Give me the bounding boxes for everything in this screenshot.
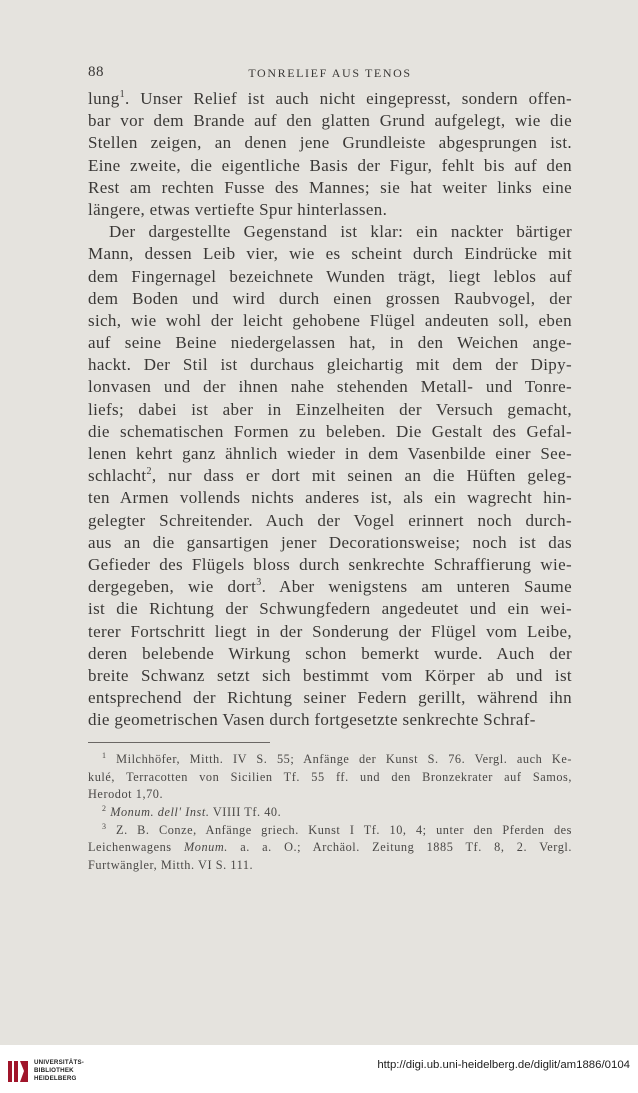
body-line: entsprechend der Richtung seiner Federn gerillt, während ihn [88,688,572,708]
source-url-link[interactable]: http://digi.ub.uni-heidelberg.de/diglit/am1886/0104 [377,1059,630,1071]
footnote-line: Leichenwagens Monum. a. a. O.; Archäol. Zeitung 1885 Tf. 8, 2. Vergl. [88,840,572,855]
body-line: gelegter Schreitender. Auch der Vogel erinnert noch durch- [88,510,572,530]
footnote-reference: 3 [256,577,262,589]
body-line: schlacht$^2$, nur dass er dort mit seinen an die Hüften geleg- [88,466,572,486]
page-number: 88 [88,64,104,80]
footnotes [88,751,572,875]
body-line: lonvasen und der ihnen nahe stehenden Metall- und Tonre- [88,377,572,397]
footnote-line: $^3$ Z. B. Conze, Anfänge griech. Kunst I Tf. 10, 4; unter den Pferden des [102,821,572,837]
body-line: Stellen zeigen, an denen jene Grundleiste abgesprungen ist. [88,133,572,153]
body-line: lung$^1$. Unser Relief ist auch nicht eingepresst, sondern offen- [88,89,572,108]
footnote-line: Furtwängler, Mitth. VI S. 111. [88,858,254,873]
university-library-logo-icon [7,1059,29,1084]
body-line: dem Boden und wird durch einen grossen Raubvogel, der [88,288,572,308]
library-name [34,1059,94,1082]
footnote-reference: 2 [146,466,152,478]
body-line: liefs; dabei ist aber in Einzelheiten der Versuch gemacht, [88,399,572,419]
body-line: terer Fortschritt liegt in der Sonderung der Flügel vom Leibe, [88,621,572,641]
footnote-reference: 1 [119,89,125,100]
body-line: längere, etwas vertiefte Spur hinterlassen. [88,199,388,219]
footnote-marker: 3 [102,821,107,831]
body-line: Mann, dessen Leib vier, wie es scheint durch Eindrücke mit [88,244,572,264]
body-line: dergegeben, wie dort$^3$. Aber wenigstens am unteren Saume [88,577,572,597]
body-line: die schematischen Formen zu beleben. Die Gestalt des Gefal- [88,421,572,441]
body-line: Rest am rechten Fusse des Mannes; sie hat weiter links eine [88,177,572,197]
body-line: Eine zweite, die eigentliche Basis der Figur, fehlt bis auf den [88,155,572,175]
body-line: Gefieder des Flügels bloss durch senkrechte Schraffierung wie- [88,554,572,574]
footnote-line: $^1$ Milchhöfer, Mitth. IV S. 55; Anfänge der Kunst S. 76. Vergl. auch Ke- [102,751,572,766]
footnote-marker: 1 [102,751,107,760]
body-line: breite Schwanz setzt sich bestimmt vom Körper ab und ist [88,665,572,685]
body-line: sich, wie wohl der leicht gehobene Flügel andeuten soll, eben [88,310,572,330]
footnote-marker: 2 [102,804,107,814]
library-name-line: BIBLIOTHEK [34,1066,74,1074]
body-line: bar vor dem Brande auf den glatten Grund aufgelegt, wie die [88,111,572,131]
library-name-line: UNIVERSITÄTS- [34,1059,85,1066]
footnote-line: $^2$ Monum. dell' Inst. VIIII Tf. 40. [102,804,282,820]
body-line: auf seine Beine niedergelassen hat, in den Weichen ange- [88,333,572,353]
body-text [88,88,572,731]
body-line: ist die Richtung der Schwungfedern angedeutet und ein wei- [88,599,572,619]
body-line: die geometrischen Vasen durch fortgesetzte senkrechte Schraf- [88,710,536,730]
footnote-rule [88,742,270,743]
body-line: Der dargestellte Gegenstand ist klar: ein nackter bärtiger [109,222,572,242]
body-line: aus an die gansartigen jener Decorationsweise; noch ist das [88,532,572,552]
footnote-line: kulé, Terracotten von Sicilien Tf. 55 ff. und den Bronzekrater auf Samos, [88,769,572,784]
running-head [88,64,572,84]
body-line: lenen kehrt ganz ähnlich wieder in dem Vasenbilde einer See- [88,444,572,463]
running-title: TONRELIEF AUS TENOS [248,66,412,80]
body-line: dem Fingernagel bezeichnete Wunden trägt, liegt leblos auf [88,266,572,286]
body-line: ten Armen vollends nichts anderes ist, als ein wagrecht hin- [88,488,572,508]
body-line: deren belebende Wirkung schon bemerkt wurde. Auch der [88,643,572,663]
body-line: hackt. Der Stil ist durchaus gleichartig mit dem der Dipy- [88,355,572,375]
library-name-line: HEIDELBERG [34,1074,77,1082]
footnote-line: Herodot 1,70. [88,787,164,802]
